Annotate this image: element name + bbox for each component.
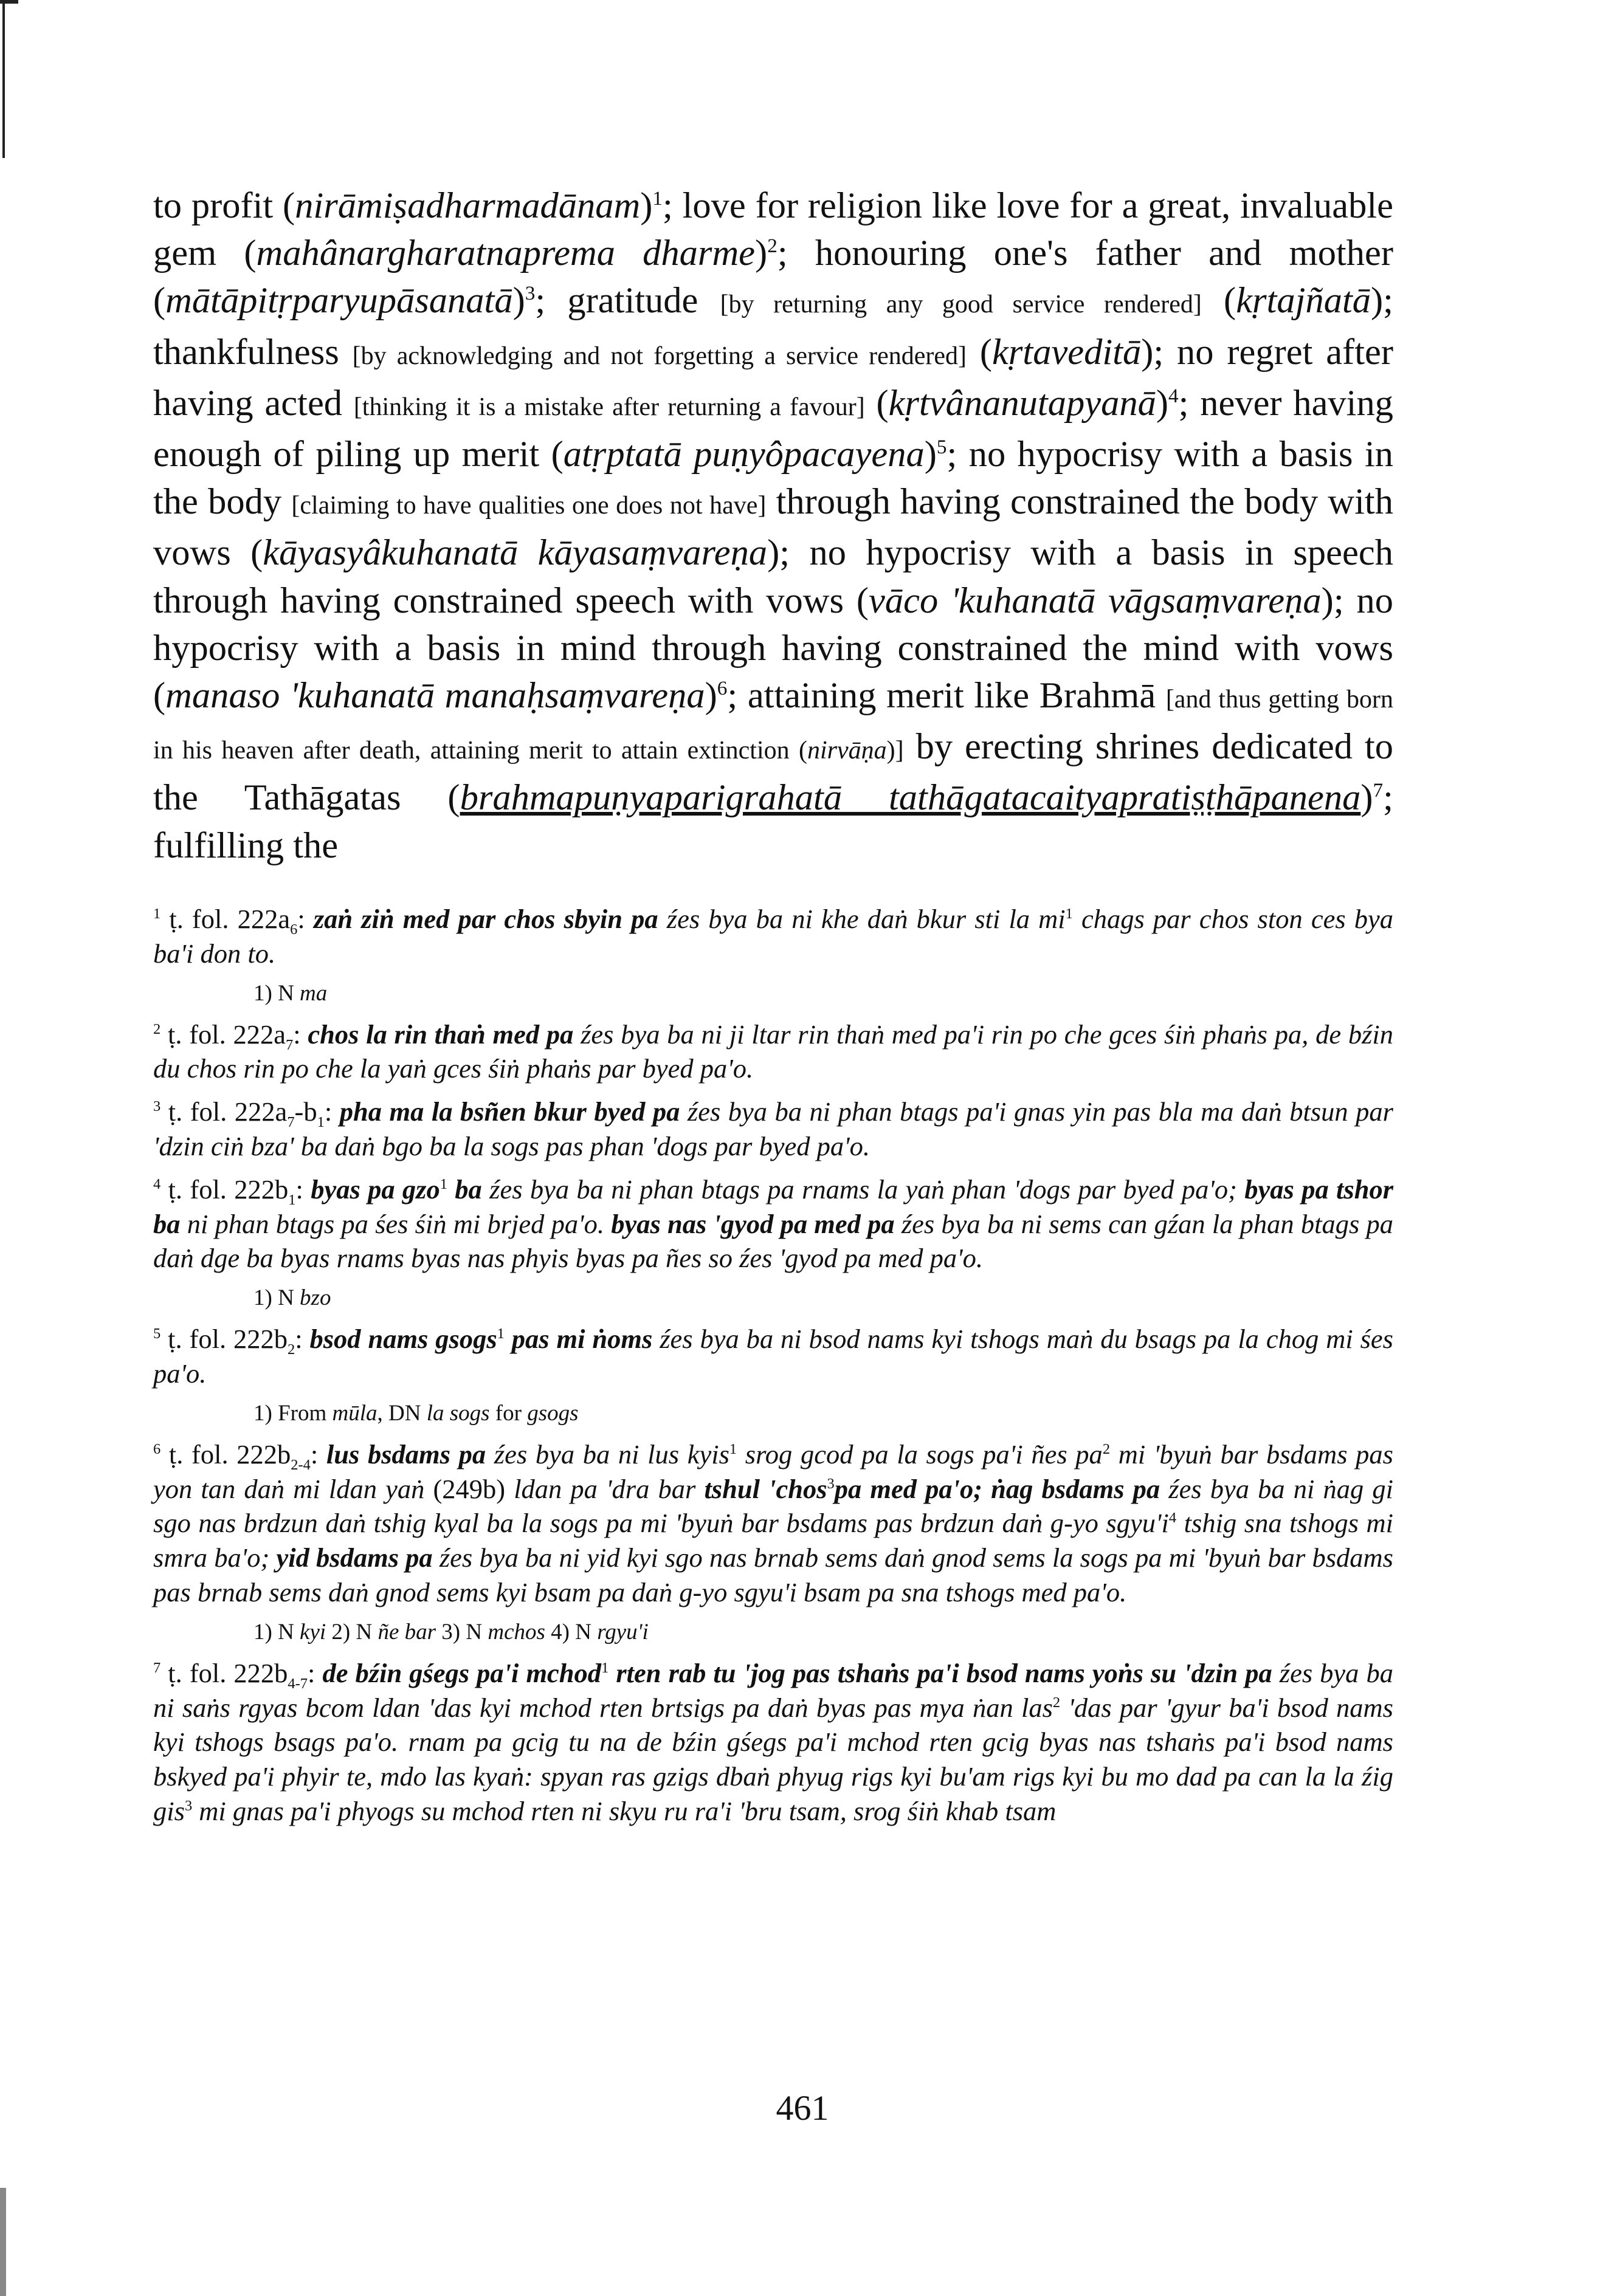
page-number: 461 (776, 2088, 829, 2128)
footnote-7: $^7$ ṭ. fol. $222b_{4-7}$: de bźin gśegs pa'i mchod$^1$ rten rab tu 'jog pas tshaṅs pa'i bsod nams yoṅs su 'dzin pa źes bya ba ni saṅs rgyas bcom ldan 'das kyi mchod rten brtsigs pa daṅ byas pas mya ṅan las$^2$ 'das par 'gyur ba'i bsod nams kyi tshogs bsags pa'o. rnam pa gcig tu na de bźin gśegs pa'i mchod rten gcig byas nas tshaṅs pa'i bsod nams bskyed pa'i phyir te, mdo las kyaṅ: spyan ras gzigs dbaṅ phyug rigs kyi bu'am rigs kyi bu mo dad pa can la la źig gis$^3$ mi gnas pa'i phyogs su mchod rten ni skyu ru ra'i 'bru tsam, srog śiṅ khab tsam (153, 1657, 1393, 1826)
footnote-3: $^3$ ṭ. fol. $222a_7-b_1$: pha ma la bsñen bkur byed pa źes bya ba ni phan btags pa'i gnas yin pas bla ma daṅ btsun par 'dzin ciṅ bza' ba daṅ bgo ba la sogs pas phan 'dogs par byed pa'o. (153, 1096, 1393, 1161)
footnote-2: $^2$ ṭ. fol. $222a_7$: chos la rin thaṅ med pa źes bya ba ni ji ltar rin thaṅ med pa'i rin po che gces śiṅ phaṅs pa, de bźin du chos rin po che la yaṅ gces śiṅ phaṅs par byed pa'o. (153, 1019, 1393, 1084)
footnote-1-variants: 1) N ma (253, 980, 328, 1006)
footnote-1: $^1$ ṭ. fol. $222a_6$: zaṅ ziṅ med par chos sbyin pa źes bya ba ni khe daṅ bkur sti la $mi^1$ chags par chos ston ces bya ba'i don to. (153, 904, 1393, 969)
footnotes-section (153, 902, 1393, 1837)
main-text-paragraph: to profit (nirāmiṣadharmadānam)$^1$; love for religion like love for a great, invaluable gem (mahânargharatnaprema dharme)$^2$; honouring one's father and mother (mātāpitṛparyupāsanatā)$^3$; gratitude [by returning any good service rendered] (kṛtajñatā); thankfulness [by acknowledging and not forgetting a service rendered] (kṛtaveditā); no regret after having acted [thinking it is a mistake after returning a favour] (kṛtvânanutapyanā)$^4$; never having enough of piling up merit (atṛptatā puṇyôpacayena)$^5$; no hypocrisy with a basis in the body [claiming to have qualities one does not have] through having constrained the body with vows (kāyasyâkuhanatā kāyasaṃvareṇa); no hypocrisy with a basis in speech through having constrained speech with vows (vāco 'kuhanatā vāgsaṃvareṇa); no hypocrisy with a basis in mind through having constrained the mind with vows (manaso 'kuhanatā manaḥsaṃvareṇa)$^6$; attaining merit like Brahmā [and thus getting born in his heaven after death, attaining merit to attain extinction (nirvāṇa)] by erecting shrines dedicated to the Tathāgatas (brahmapuṇyaparigrahatā tathāgatacaityapratiṣṭhāpanena)$^7$; fulfilling the (153, 185, 1394, 866)
footnote-5: $^5$ ṭ. fol. $222b_2$: bsod nams gsogs$^1$ pas mi ṅoms źes bya ba ni bsod nams kyi tshogs maṅ du bsags pa la chog mi śes pa'o. (153, 1324, 1393, 1389)
footnote-5-variants: 1) From mūla, DN la sogs for gsogs (253, 1400, 579, 1426)
footnote-4: $^4$ ṭ. fol. $222b_1$: byas pa gzo$^1$ ba źes bya ba ni phan btags pa rnams la yaṅ phan 'dogs par byed pa'o; byas pa tshor ba ni phan btags pa śes śiṅ mi brjed pa'o. byas nas 'gyod pa med pa źes bya ba ni sems can gźan la phan btags pa daṅ dge ba byas rnams byas nas phyis byas pa ñes so źes 'gyod pa med pa'o. (153, 1174, 1394, 1274)
footnote-6: $^6$ ṭ. fol. $222b_{2-4}$: lus bsdams pa źes bya ba ni lus kyis$^1$ srog gcod pa la sogs pa'i ñes $pa^2$ mi 'byuṅ bar bsdams pas yon tan daṅ mi ldan yaṅ (249b) ldan pa 'dra bar tshul 'chos$^3$pa med pa'o; ṅag bsdams pa źes bya ba ni ṅag gi sgo nas brdzun daṅ tshig kyal ba la sogs pa mi 'byuṅ bar bsdams pas brdzun daṅ g-yo $sgyu'i^4$ tshig sna tshogs mi smra ba'o; yid bsdams pa źes bya ba ni yid kyi sgo nas brnab sems daṅ gnod sems la sogs pa mi 'byuṅ bar bsdams pas brnab sems daṅ gnod sems kyi bsam pa daṅ g-yo sgyu'i bsam pa sna tshogs med pa'o. (153, 1438, 1394, 1607)
footnote-6-variants: 1) N kyi 2) N ñe bar 3) N mchos 4) N rgyu'i (253, 1619, 649, 1645)
scan-edge-mark-left (2, 0, 5, 158)
scan-edge-mark-bottom (0, 2188, 6, 2296)
footnote-4-variants: 1) N bzo (253, 1285, 331, 1311)
